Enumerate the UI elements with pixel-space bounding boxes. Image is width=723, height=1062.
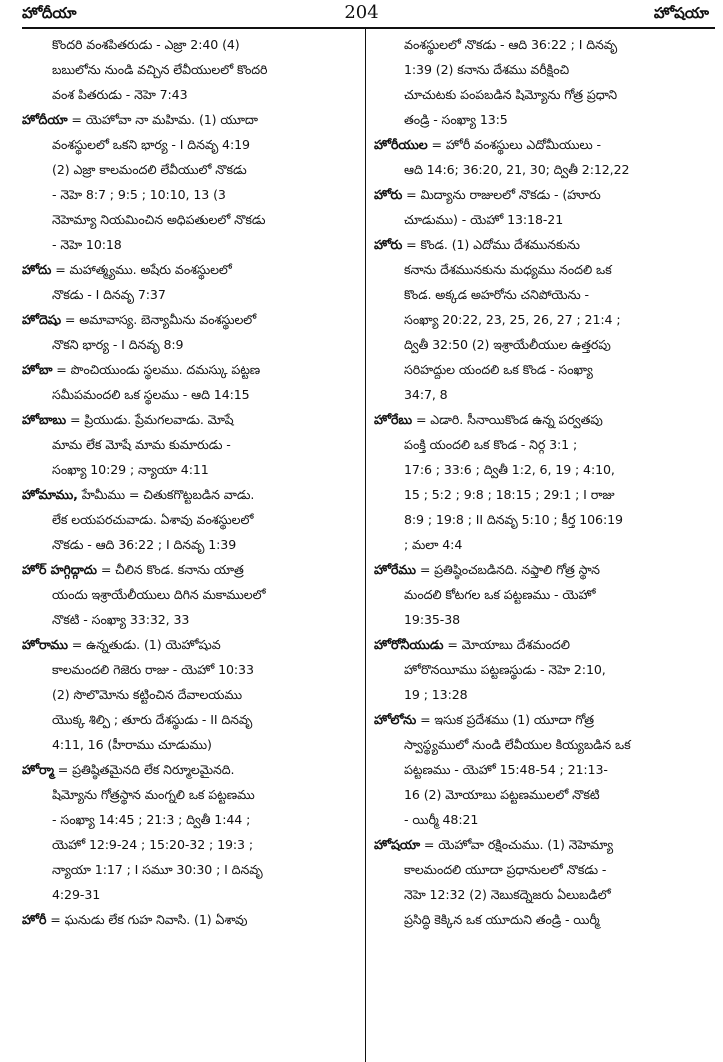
entry-text: = మిద్యాను రాజులలో నొకడు - (హూరు — [402, 187, 601, 202]
entry-text: = మోయాబు దేశమందలి — [443, 637, 570, 652]
entry-text: నెహెమ్యా నియమించిన అధిపతులలో నొకడు — [52, 212, 266, 227]
entry-line — [22, 682, 358, 707]
entry-line — [22, 582, 358, 607]
entry-line — [374, 332, 714, 357]
entry-text: కనాను దేశమునకును మధ్యము నందలి ఒక — [404, 262, 612, 277]
entry-line — [22, 382, 358, 407]
entry-headword: హోషయా — [374, 837, 420, 852]
entry-headword: హోరీయుల — [374, 137, 428, 152]
entry-line — [374, 32, 714, 57]
entry-line — [374, 682, 714, 707]
entry-text: 19 ; 13:28 — [404, 687, 468, 702]
entry-line — [374, 807, 714, 832]
page-number: 204 — [344, 2, 379, 23]
entry-text: బబులోను నుండి వచ్చిన లేవీయులలో కొందరి — [52, 62, 268, 77]
page-header — [0, 0, 723, 26]
entry-text: మందలి కోటగల ఒక పట్టణము - యెహో — [404, 587, 596, 602]
entry-line — [374, 732, 714, 757]
entry-text: - యిర్మీ 48:21 — [404, 812, 479, 827]
dictionary-entry — [374, 32, 714, 132]
entry-line — [22, 757, 358, 782]
entry-headword: హోరాము — [22, 637, 68, 652]
entry-line — [374, 782, 714, 807]
left-column — [22, 32, 358, 932]
entry-text: సరిహద్దుల యందలి ఒక కొండ - సంఖ్యా — [404, 362, 593, 377]
entry-line — [374, 282, 714, 307]
dictionary-entry — [374, 132, 714, 182]
dictionary-entry — [22, 307, 358, 357]
entry-line — [374, 82, 714, 107]
entry-line — [374, 707, 714, 732]
entry-text: యెహో 12:9-24 ; 15:20-32 ; 19:3 ; — [52, 837, 254, 852]
entry-line — [374, 632, 714, 657]
entry-text: హేమీము = చితుకగొట్టబడిన వాడు. — [77, 487, 255, 502]
entry-text: 1:39 (2) కనాను దేశము వరీక్షించి — [404, 62, 570, 77]
entry-line — [374, 432, 714, 457]
entry-line — [22, 807, 358, 832]
dictionary-entry — [22, 757, 358, 907]
dictionary-entry — [374, 632, 714, 707]
entry-text: = హోరీ వంశస్థులు ఎదోమీయులు - — [427, 137, 601, 152]
entry-headword: హోరోనీయుడు — [374, 637, 444, 652]
entry-text: = ప్రియుడు. ప్రేమగలవాడు. మోషే — [66, 412, 234, 427]
entry-text: యొక్క శిల్పి ; తూరు దేశస్థుడు - II దినవృ — [52, 712, 253, 727]
entry-line — [374, 582, 714, 607]
entry-text: కాలమందలి యూదా ప్రధానులలో నొకడు - — [404, 862, 607, 877]
entry-text: స్వాస్థ్యములో నుండి లేవీయుల కియ్యబడిన ఒక — [404, 737, 631, 752]
entry-text: - సంఖ్యా 14:45 ; 21:3 ; ద్వితీ 1:44 ; — [52, 812, 251, 827]
entry-line — [374, 657, 714, 682]
entry-line — [22, 782, 358, 807]
entry-line — [22, 482, 358, 507]
entry-text: = కొండ. (1) ఎదోము దేశమునకును — [402, 237, 580, 252]
entry-headword: హోదు — [22, 262, 52, 277]
dictionary-entry — [22, 32, 358, 107]
entry-line — [374, 382, 714, 407]
dictionary-entry — [374, 232, 714, 407]
entry-line — [22, 182, 358, 207]
entry-text: మామ లేక మోషే మామ కుమారుడు - — [52, 437, 231, 452]
entry-text: = మహాత్మ్యము. అషేరు వంశస్థులలో — [51, 262, 232, 277]
entry-text: = ఘనుడు లేక గుహ నివాసి. (1) ఏశావు — [46, 912, 248, 927]
entry-text: = ప్రతిష్ఠితమైనది లేక నిర్మూలమైనది. — [53, 762, 235, 777]
entry-text: = యెహోవా నా మహిమ. (1) యూదా — [67, 112, 258, 127]
entry-line — [22, 132, 358, 157]
entry-line — [22, 607, 358, 632]
dictionary-entry — [22, 632, 358, 757]
entry-text: నొకడు - ఆది 36:22 ; I దినవృ 1:39 — [52, 537, 237, 552]
entry-line — [22, 232, 358, 257]
entry-text: కొండ. అక్కడ అహరోను చనిపోయెను - — [404, 287, 589, 302]
entry-line — [22, 507, 358, 532]
dictionary-entry — [22, 107, 358, 257]
entry-text: నొకటి - సంఖ్యా 33:32, 33 — [52, 612, 190, 627]
entry-text: ; మలా 4:4 — [404, 537, 463, 552]
entry-line — [22, 32, 358, 57]
entry-headword: హోమాము, — [22, 487, 78, 502]
entry-line — [374, 457, 714, 482]
header-rule — [22, 27, 715, 29]
entry-text: సంఖ్యా 10:29 ; న్యాయా 4:11 — [52, 462, 209, 477]
entry-line — [22, 432, 358, 457]
entry-text: = యెహోవా రక్షించుము. (1) నెహెమ్యా — [419, 837, 613, 852]
entry-line — [374, 607, 714, 632]
entry-headword: హోర్ హగ్గిద్గాదు — [22, 562, 97, 577]
entry-line — [22, 332, 358, 357]
entry-line — [374, 257, 714, 282]
entry-line — [22, 657, 358, 682]
entry-headword: హోరేబు — [374, 412, 413, 427]
right-column — [374, 32, 714, 932]
dictionary-entry — [374, 557, 714, 632]
entry-line — [22, 107, 358, 132]
entry-line — [22, 357, 358, 382]
entry-text: నొకని భార్య - I దినవృ 8:9 — [52, 337, 184, 352]
entry-text: వంశ పితరుడు - నెహె 7:43 — [52, 87, 188, 102]
entry-line — [22, 882, 358, 907]
entry-text: ప్రసిద్ధి కెక్కిన ఒక యూదుని తండ్రి - యిర్మీ — [404, 912, 600, 927]
entry-line — [22, 407, 358, 432]
entry-line — [22, 707, 358, 732]
entry-headword: హోరీ — [22, 912, 47, 927]
entry-text: యందు ఇశ్రాయేలీయులు దిగిన మకాములలో — [52, 587, 266, 602]
entry-text: కొందరి వంశపితరుడు - ఎజ్రా 2:40 (4) — [52, 37, 240, 52]
entry-headword: హోదెషు — [22, 312, 61, 327]
entry-line — [374, 907, 714, 932]
dictionary-entry — [22, 482, 358, 557]
entry-text: 4:29-31 — [52, 887, 101, 902]
entry-line — [374, 307, 714, 332]
dictionary-entry — [22, 257, 358, 307]
entry-line — [374, 207, 714, 232]
entry-headword: హోబా — [22, 362, 53, 377]
entry-line — [22, 57, 358, 82]
dictionary-entry — [374, 182, 714, 232]
entry-line — [22, 907, 358, 932]
entry-text: చూడుము) - యెహో 13:18-21 — [404, 212, 564, 227]
entry-text: చూచుటకు పంపబడిన షిమ్యోను గోత్ర ప్రధాని — [404, 87, 618, 102]
entry-text: 4:11, 16 (హీరాము చూడుము) — [52, 737, 212, 752]
entry-text: కాలమందలి గెజెరు రాజు - యెహో 10:33 — [52, 662, 254, 677]
entry-line — [22, 207, 358, 232]
entry-line — [374, 532, 714, 557]
entry-text: = అమావాస్య. బెన్యామీను వంశస్థులలో — [61, 312, 257, 327]
entry-line — [22, 282, 358, 307]
entry-line — [22, 532, 358, 557]
entry-line — [22, 307, 358, 332]
entry-headword: హోబాబు — [22, 412, 67, 427]
entry-text: తండ్రి - సంఖ్యా 13:5 — [404, 112, 508, 127]
entry-text: హోరొనయీము పట్టణస్థుడు - నెహె 2:10, — [404, 662, 606, 677]
entry-text: వంశస్థులలో ఒకని భార్య - I దినవృ 4:19 — [52, 137, 250, 152]
entry-text: ఆది 14:6; 36:20, 21, 30; ద్వితీ 2:12,22 — [404, 162, 630, 177]
entry-line — [374, 132, 714, 157]
entry-line — [22, 557, 358, 582]
entry-text: = ఉన్నతుడు. (1) యెహోషువ — [67, 637, 221, 652]
entry-text: = చీలిన కొండ. కనాను యాత్ర — [96, 562, 244, 577]
entry-line — [22, 257, 358, 282]
entry-text: 17:6 ; 33:6 ; ద్వితీ 1:2, 6, 19 ; 4:10, — [404, 462, 615, 477]
entry-text: = ప్రతిష్ఠించబడినది. నఫ్తాలి గోత్ర స్థాన — [415, 562, 600, 577]
entry-line — [374, 182, 714, 207]
entry-line — [374, 482, 714, 507]
entry-text: 16 (2) మోయాబు పట్టణములలో నొకటి — [404, 787, 600, 802]
entry-line — [374, 157, 714, 182]
entry-line — [22, 82, 358, 107]
entry-headword: హోరేము — [374, 562, 416, 577]
entry-headword: హోలోను — [374, 712, 417, 727]
dictionary-entry — [22, 557, 358, 632]
dictionary-entry — [374, 832, 714, 932]
entry-line — [22, 157, 358, 182]
entry-line — [22, 457, 358, 482]
entry-line — [374, 882, 714, 907]
dictionary-entry — [22, 907, 358, 932]
entry-line — [374, 107, 714, 132]
entry-text: (2) సొలొమోను కట్టించిన దేవాలయము — [52, 687, 242, 702]
entry-line — [22, 857, 358, 882]
header-left-word: హోదీయా — [22, 4, 77, 22]
entry-text: నెహె 12:32 (2) నెబుకద్నెజరు ఏలుబడిలో — [404, 887, 611, 902]
entry-line — [374, 232, 714, 257]
header-right-word: హోషయా — [653, 4, 709, 22]
entry-text: 8:9 ; 19:8 ; II దినవృ 5:10 ; కీర్త 106:19 — [404, 512, 623, 527]
entry-line — [22, 632, 358, 657]
dictionary-entry — [22, 357, 358, 407]
entry-text: - నెహె 8:7 ; 9:5 ; 10:10, 13 (3 — [52, 187, 226, 202]
entry-line — [374, 507, 714, 532]
entry-text: 34:7, 8 — [404, 387, 448, 402]
entry-text: న్యాయా 1:17 ; I సమూ 30:30 ; I దినవృ — [52, 862, 263, 877]
entry-text: పట్టణము - యెహో 15:48-54 ; 21:13- — [404, 762, 608, 777]
entry-text: = పొంచియుండు స్థలము. దమస్కు పట్టణ — [52, 362, 261, 377]
entry-line — [374, 557, 714, 582]
entry-text: ద్వితీ 32:50 (2) ఇశ్రాయేలీయుల ఉత్తరపు — [404, 337, 611, 352]
entry-headword: హోర్మా — [22, 762, 54, 777]
entry-text: వంశస్థులలో నొకడు - ఆది 36:22 ; I దినవృ — [404, 37, 618, 52]
entry-line — [374, 757, 714, 782]
entry-headword: హోదీయా — [22, 112, 68, 127]
entry-headword: హోరు — [374, 187, 403, 202]
entry-text: 19:35-38 — [404, 612, 461, 627]
entry-line — [22, 832, 358, 857]
entry-text: (2) ఎజ్రా కాలమందలి లేవీయులో నొకడు — [52, 162, 247, 177]
entry-text: పంక్తి యందలి ఒక కొండ - నిర్గ 3:1 ; — [404, 437, 578, 452]
dictionary-entry — [22, 407, 358, 482]
entry-text: = ఎడారి. సీనాయికొండ ఉన్న పర్వతపు — [412, 412, 603, 427]
entry-line — [22, 732, 358, 757]
entry-headword: హోరు — [374, 237, 403, 252]
column-divider — [365, 29, 366, 1062]
entry-line — [374, 857, 714, 882]
entry-text: షిమ్యోను గోత్రస్థాన మంగ్నలి ఒక పట్టణము — [52, 787, 255, 802]
dictionary-entry — [374, 407, 714, 557]
entry-line — [374, 357, 714, 382]
entry-line — [374, 832, 714, 857]
entry-text: సంఖ్యా 20:22, 23, 25, 26, 27 ; 21:4 ; — [404, 312, 621, 327]
entry-text: - నెహె 10:18 — [52, 237, 122, 252]
entry-text: సమీపమందలి ఒక స్థలము - ఆది 14:15 — [52, 387, 250, 402]
entry-text: లేక లయపరచువాడు. ఏశావు వంశస్థులలో — [52, 512, 254, 527]
dictionary-entry — [374, 707, 714, 832]
entry-text: = ఇసుక ప్రదేశము (1) యూదా గోత్ర — [416, 712, 594, 727]
entry-text: నొకడు - I దినవృ 7:37 — [52, 287, 166, 302]
entry-line — [374, 57, 714, 82]
entry-line — [374, 407, 714, 432]
entry-text: 15 ; 5:2 ; 9:8 ; 18:15 ; 29:1 ; I రాజు — [404, 487, 615, 502]
